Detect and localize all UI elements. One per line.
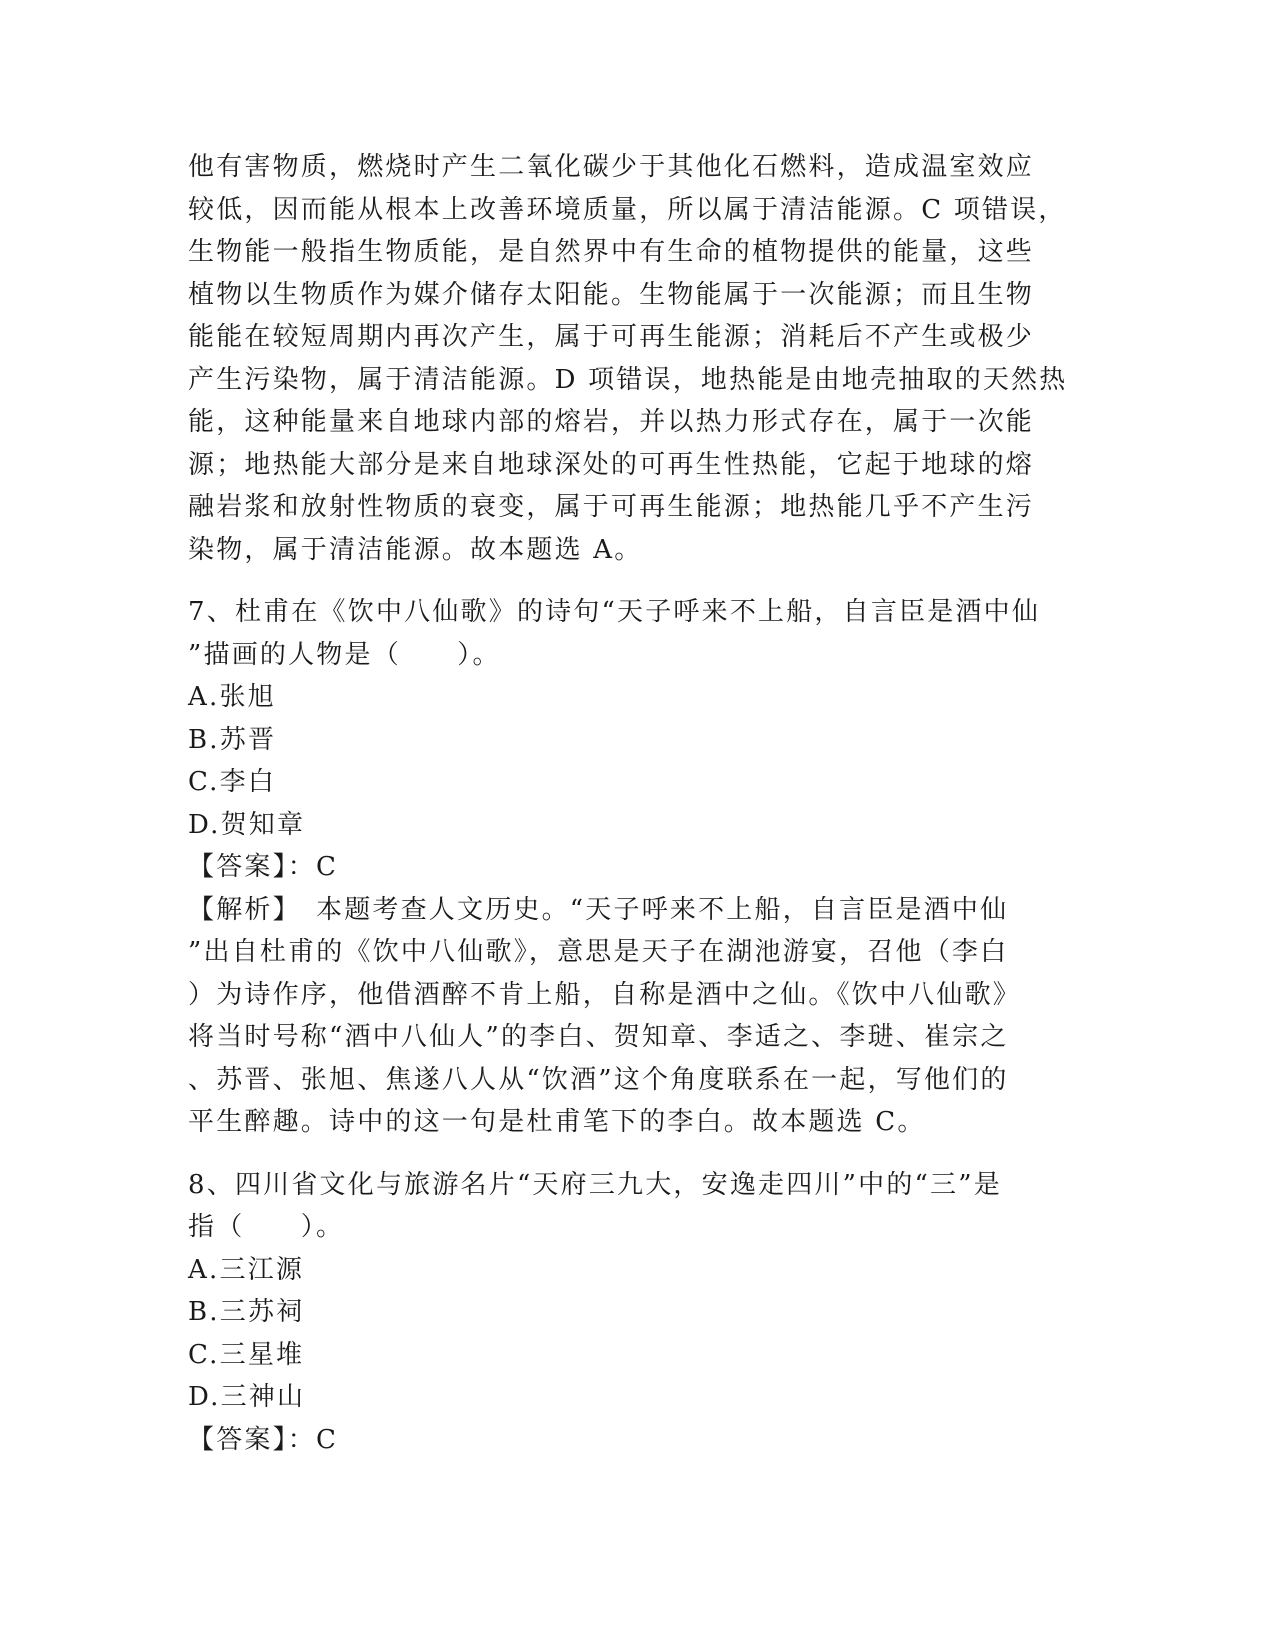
question-7 (188, 591, 1068, 1144)
option-c: C.李白 (188, 767, 277, 797)
answer-line: 【答案】：C (188, 852, 339, 882)
explanation-line: 产生污染物，属于清洁能源。D 项错误，地热能是由地壳抽取的天然热 (188, 364, 1068, 395)
option-d: D.三神山 (188, 1382, 306, 1412)
analysis-line: 将当时号称“酒中八仙人”的李白、贺知章、李适之、李琎、崔宗之 (188, 1022, 1009, 1052)
explanation-line: 融岩浆和放射性物质的衰变，属于可再生能源；地热能几乎不产生污 (188, 492, 1035, 522)
page-content (188, 146, 1068, 1461)
option-a: A.张旭 (188, 682, 276, 712)
option-d: D.贺知章 (188, 809, 306, 840)
option-a: A.三江源 (188, 1254, 305, 1285)
question-stem: 8、四川省文化与旅游名片“天府三九大，安逸走四川”中的“三”是 (188, 1169, 1002, 1200)
option-b: B.三苏祠 (188, 1297, 305, 1327)
analysis-line: ”出自杜甫的《饮中八仙歌》，意思是天子在湖池游宴，召他（李白 (188, 937, 1009, 967)
explanation-line: 能，这种能量来自地球内部的熔岩，并以热力形式存在，属于一次能 (188, 407, 1035, 437)
explanation-line: 染物，属于清洁能源。故本题选 A。 (188, 534, 643, 565)
explanation-line: 植物以生物质作为媒介储存太阳能。生物能属于一次能源；而且生物 (188, 279, 1035, 310)
question-stem: 7、杜甫在《饮中八仙歌》的诗句“天子呼来不上船，自言臣是酒中仙 (188, 597, 1041, 627)
explanation-line: 较低，因而能从根本上改善环境质量，所以属于清洁能源。C 项错误， (188, 194, 1067, 225)
explanation-line: 生物能一般指生物质能，是自然界中有生命的植物提供的能量，这些 (188, 237, 1035, 267)
explanation-line: 源；地热能大部分是来自地球深处的可再生性热能，它起于地球的熔 (188, 449, 1035, 480)
section-gap (188, 571, 1068, 591)
question-8 (188, 1164, 1068, 1462)
option-c: C.三星堆 (188, 1339, 305, 1370)
question-stem: 指（ ）。 (188, 1212, 345, 1242)
analysis-line: ）为诗作序，他借酒醉不肯上船，自称是酒中之仙。《饮中八仙歌》 (188, 979, 1022, 1010)
analysis-line: 平生醉趣。诗中的这一句是杜甫笔下的李白。故本题选 C。 (188, 1107, 926, 1137)
section-gap (188, 1144, 1068, 1164)
explanation-line: 能能在较短周期内再次产生，属于可再生能源；消耗后不产生或极少 (188, 322, 1035, 352)
analysis-line: 、苏晋、张旭、焦遂八人从“饮酒”这个角度联系在一起，写他们的 (188, 1064, 1009, 1095)
question-stem: ”描画的人物是（ ）。 (188, 639, 501, 670)
explanation-line: 他有害物质，燃烧时产生二氧化碳少于其他化石燃料，造成温室效应 (188, 152, 1035, 182)
q6-explanation-continued (188, 146, 1068, 571)
answer-line: 【答案】：C (188, 1424, 339, 1455)
analysis-line: 【解析】 本题考查人文历史。“天子呼来不上船，自言臣是酒中仙 (188, 894, 1009, 925)
option-b: B.苏晋 (188, 724, 277, 755)
